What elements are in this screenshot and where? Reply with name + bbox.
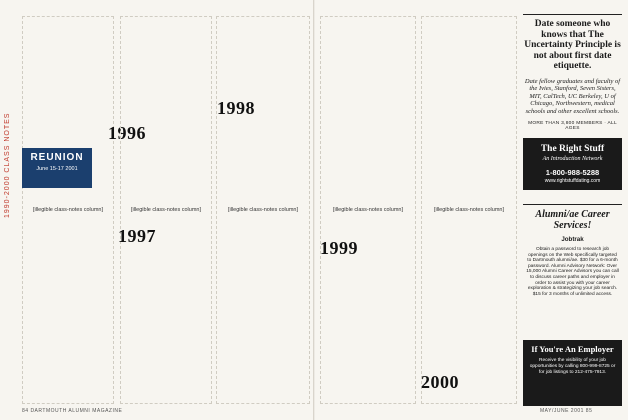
- page-gutter: [313, 0, 315, 420]
- class-notes-column-3: [illegible class-notes column]: [216, 16, 310, 404]
- class-heading-1999: 1999: [320, 238, 358, 258]
- class-heading-1997: 1997: [118, 226, 156, 246]
- ad2-url: www.rightstuffdating.com: [544, 178, 601, 184]
- ad4-headline: If You're An Employer: [531, 344, 614, 354]
- class-notes-column-5: [illegible class-notes column]: [421, 16, 517, 404]
- ad3-headline: Alumni/ae Career Services!: [535, 209, 610, 231]
- footer-right: MAY/JUNE 2001 85: [540, 408, 593, 414]
- employer-ad: [523, 340, 622, 406]
- ad2-phone: 1-800-988-5288: [545, 168, 600, 177]
- ad4-body: Receive the visibility of your job opportunities by calling 800-999-8725 or for job listings to 212-475-7913.: [529, 358, 616, 375]
- class-notes-column-1: [illegible class-notes column]: [22, 16, 114, 404]
- section-label: 1990-2000 CLASS NOTES: [4, 112, 11, 218]
- ad3-sub: Jobtrak: [561, 236, 584, 243]
- ad1-caps: MORE THAN 3,800 MEMBERS · ALL AGES: [528, 121, 617, 131]
- reunion-label: REUNION: [30, 152, 84, 163]
- right-stuff-ad: [523, 138, 622, 190]
- class-heading-2000: 2000: [421, 372, 459, 392]
- advertising-sidebar: [523, 8, 622, 408]
- uncertainty-principle-ad: [523, 14, 622, 135]
- ad1-headline: Date someone who knows that The Uncertainty Principle is not about first date etiquette.: [524, 19, 621, 71]
- reunion-dates: June 15-17 2001: [36, 166, 78, 172]
- ad2-name: The Right Stuff: [540, 144, 605, 154]
- class-heading-1996: 1996: [108, 123, 146, 143]
- career-services-ad: [523, 204, 622, 337]
- reunion-box: [22, 148, 92, 188]
- footer-left: 84 DARTMOUTH ALUMNI MAGAZINE: [22, 408, 123, 414]
- class-notes-column-4: [illegible class-notes column]: [320, 16, 416, 404]
- ad3-body: Obtain a password to research job openings on the Web specifically targeted to Dartmouth alumni/ae. $30 for a 6-month password. Alumni Advisory Network: Over 15,000 Alumni Career Advisors you can call to discuss career paths and employer in order to assist you with your career exploration & strategizing your job search. $15 for 3 months of unlimited access.: [526, 247, 619, 297]
- ad1-subline: Date fellow graduates and faculty of the Ivies, Stanford, Seven Sisters, MIT, CalTech, UC Berkeley, U of Chicago, Northwestern, medical schools and other excellent schools.: [524, 77, 621, 115]
- class-notes-column-2: [illegible class-notes column]: [120, 16, 212, 404]
- class-heading-1998: 1998: [217, 98, 255, 118]
- ad2-tagline: An Introduction Network: [542, 156, 603, 162]
